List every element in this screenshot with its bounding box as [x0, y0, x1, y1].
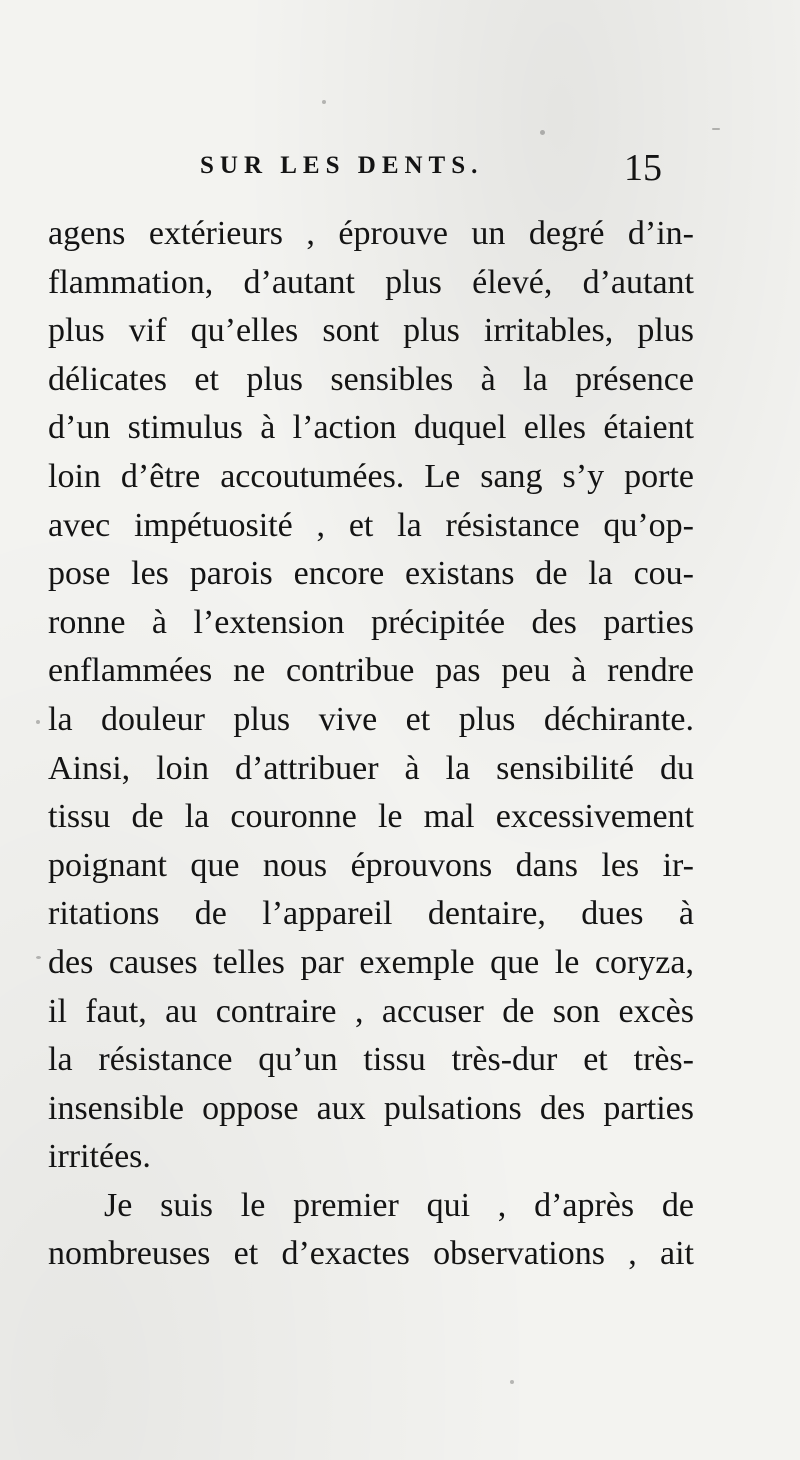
- text-line: délicates et plus sensibles à la présence: [48, 360, 694, 398]
- running-title: SUR LES DENTS.: [200, 152, 484, 179]
- text-line: la résistance qu’un tissu très-dur et très-: [48, 1041, 694, 1079]
- scan-speck: [712, 128, 720, 130]
- text-line: avec impétuosité , et la résistance qu’op-: [48, 506, 694, 544]
- paragraph-end-line: irritées.: [48, 1138, 151, 1176]
- paragraph-start-line: Je suis le premier qui , d’après de: [104, 1186, 694, 1224]
- text-line: plus vif qu’elles sont plus irritables, plus: [48, 312, 694, 350]
- text-line: tissu de la couronne le mal excessivement: [48, 798, 694, 836]
- text-line: loin d’être accoutumées. Le sang s’y porte: [48, 457, 694, 495]
- text-line: d’un stimulus à l’action duquel elles étaient: [48, 409, 694, 447]
- text-line: il faut, au contraire , accuser de son excès: [48, 992, 694, 1030]
- scan-speck: [36, 720, 40, 724]
- text-line: nombreuses et d’exactes observations , ait: [48, 1235, 694, 1273]
- text-line: pose les parois encore existans de la cou-: [48, 555, 694, 593]
- scan-speck: [36, 956, 41, 959]
- scan-speck: [510, 1380, 514, 1384]
- text-line: enflammées ne contribue pas peu à rendre: [48, 652, 694, 690]
- text-line: Ainsi, loin d’attribuer à la sensibilité du: [48, 749, 694, 787]
- text-line: la douleur plus vive et plus déchirante.: [48, 700, 694, 738]
- text-line: des causes telles par exemple que le coryza,: [48, 943, 694, 981]
- text-line: ritations de l’appareil dentaire, dues à: [48, 895, 694, 933]
- page-number: 15: [624, 147, 662, 189]
- text-line: insensible oppose aux pulsations des parties: [48, 1089, 694, 1127]
- scan-speck: [322, 100, 326, 104]
- body-text: [48, 210, 694, 1279]
- text-line: agens extérieurs , éprouve un degré d’in-: [48, 215, 694, 252]
- text-line: poignant que nous éprouvons dans les ir-: [48, 846, 694, 884]
- text-line: ronne à l’extension précipitée des parties: [48, 603, 694, 641]
- scan-speck: [540, 130, 545, 135]
- text-line: flammation, d’autant plus élevé, d’autant: [48, 263, 694, 301]
